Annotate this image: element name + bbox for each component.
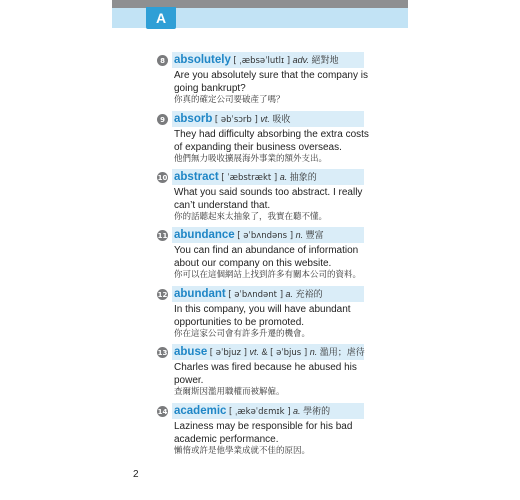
entry-absolutely	[157, 52, 407, 112]
part-of-speech: vt.	[260, 114, 270, 124]
meaning: 豐富	[305, 230, 324, 240]
phonetic: [ əˈbʌndəns ]	[237, 231, 294, 241]
translation: 你在這家公司會有許多升遷的機會。	[174, 329, 311, 339]
part-of-speech: a.	[285, 289, 294, 299]
entry-absorb	[157, 111, 407, 171]
translation: 你的話聽起來太抽象了，我實在聽不懂。	[174, 212, 328, 222]
meaning: 絕對地	[311, 55, 339, 65]
meaning: 抽象的	[289, 172, 317, 182]
entry-number: 8	[157, 55, 168, 66]
example-sentence: In this company, you will have abundant opportunities to be promoted.	[174, 304, 351, 328]
entry-abundant	[157, 286, 407, 346]
headword: abundant	[174, 288, 226, 300]
entry-number: 10	[157, 173, 168, 182]
example-sentence: They had difficulty absorbing the extra costs of expanding their business overseas.	[174, 129, 369, 153]
translation: 查爾斯因濫用職權而被解僱。	[174, 387, 285, 397]
entry-academic	[157, 403, 407, 463]
meaning: 學術的	[303, 406, 331, 416]
meaning: 吸收	[272, 114, 291, 124]
headword: abundance	[174, 229, 235, 241]
entry-headword-band	[172, 227, 364, 243]
headword: abstract	[174, 171, 219, 183]
phonetic: [ ˌækəˈdɛmɪk ]	[228, 407, 291, 417]
entry-abstract	[157, 169, 407, 229]
part-of-speech: vt.	[249, 347, 260, 357]
entry-headword-band	[172, 111, 364, 127]
headword: abuse	[174, 346, 208, 358]
translation: 你真的確定公司要破產了嗎？	[174, 95, 285, 105]
entry-headword-band	[172, 286, 364, 302]
headword: academic	[174, 405, 227, 417]
entry-headword-band	[172, 403, 364, 419]
entry-headword-band	[172, 52, 364, 68]
headword: absolutely	[174, 54, 231, 66]
entry-headword-band	[172, 344, 364, 360]
phonetic: [ ˌæbsəˈlutlɪ ]	[233, 56, 291, 66]
meaning: 充裕的	[295, 289, 323, 299]
entry-number: 14	[157, 407, 168, 416]
meaning: 濫用；虐待	[319, 347, 365, 357]
entry-abundance	[157, 227, 407, 287]
phonetic: [ əˈbʌndənt ]	[228, 290, 284, 300]
part-of-speech: n.	[295, 230, 304, 240]
phonetic: [ ˈæbstrækt ]	[221, 173, 278, 183]
page-number: 2	[133, 469, 139, 480]
example-sentence: What you said sounds too abstract. I really can’t understand that.	[174, 187, 363, 211]
phonetic: [ əˈbjuz ]	[209, 348, 247, 358]
part-of-speech-noun: n.	[309, 347, 318, 357]
phonetic-noun: [ əˈbjus ]	[270, 348, 308, 358]
part-of-speech: a.	[293, 406, 301, 416]
entry-number: 11	[157, 231, 168, 240]
entry-number: 12	[157, 290, 168, 299]
ampersand: &	[261, 347, 268, 357]
translation: 你可以在這個網站上找到許多有關本公司的資料。	[174, 270, 362, 280]
example-sentence: Are you absolutely sure that the company is going bankrupt?	[174, 70, 368, 94]
entry-number: 9	[157, 114, 168, 125]
entry-headword-band	[172, 169, 364, 185]
entry-number: 13	[157, 348, 168, 357]
part-of-speech: adv.	[292, 55, 309, 65]
part-of-speech: a.	[279, 172, 288, 182]
phonetic: [ əbˈsɔrb ]	[214, 115, 258, 125]
example-sentence: Laziness may be responsible for his bad academic performance.	[174, 421, 353, 445]
example-sentence: You can find an abundance of information about our company on this website.	[174, 245, 359, 269]
example-sentence: Charles was fired because he abused his power.	[174, 362, 357, 386]
translation: 懶惰或許是他學業成就不佳的原因。	[174, 446, 311, 456]
translation: 他們無力吸收擴展海外事業的額外支出。	[174, 154, 328, 164]
letter-tab: A	[146, 7, 176, 29]
entry-abuse	[157, 344, 407, 404]
headword: absorb	[174, 113, 213, 125]
